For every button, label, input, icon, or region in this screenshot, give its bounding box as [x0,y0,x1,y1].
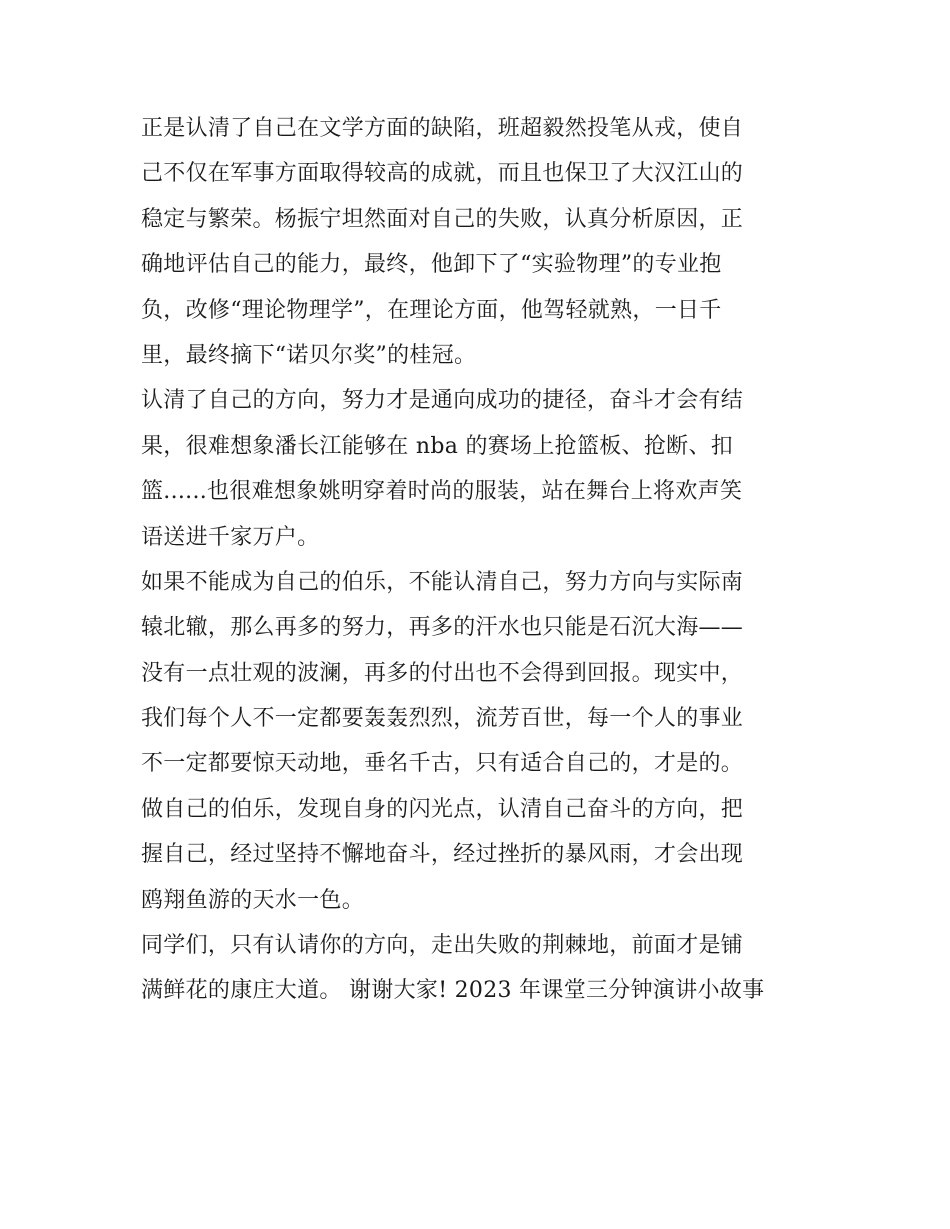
text-line: 正是认清了自己在文学方面的缺陷，班超毅然投笔从戎，使自 [141,116,744,141]
text-line: 辕北辙，那么再多的努力，再多的汗水也只能是石沉大海—— [141,615,744,641]
paragraph-4 [141,923,811,1014]
text-line: 认清了自己的方向，努力才是通向成功的捷径，奋斗才会有结 [141,388,744,414]
text-line: 我们每个人不一定都要轰轰烈烈，流芳百世，每一个人的事业 [141,706,744,732]
paragraph-3 [141,560,811,923]
paragraph-2 [141,378,811,560]
text-line: 己不仅在军事方面取得较高的成就，而且也保卫了大汉江山的 [141,161,744,187]
text-line: 做自己的伯乐，发现自身的闪光点，认清自己奋斗的方向，把 [141,796,744,822]
document-body [141,106,811,1014]
text-line: 负，改修“理论物理学”，在理论方面，他驾轻就熟，一日千 [141,297,722,323]
text-line: 如果不能成为自己的伯乐，不能认清自己，努力方向与实际南 [141,569,744,595]
text-line: 同学们，只有认请你的方向，走出失败的荆棘地，前面才是铺 [141,933,744,959]
text-line: 里，最终摘下“诺贝尔奖”的桂冠。 [141,342,477,368]
text-line: 稳定与繁荣。杨振宁坦然面对自己的失败，认真分析原因，正 [141,206,744,232]
text-line: 握自己，经过坚持不懈地奋斗，经过挫折的暴风雨，才会出现 [141,842,744,868]
text-line: 果，很难想象潘长江能够在 nba 的赛场上抢篮板、抢断、扣 [141,433,734,459]
text-line: 不一定都要惊天动地，垂名千古，只有适合自己的，才是的。 [141,751,744,777]
text-line: 篮......也很难想象姚明穿着时尚的服装，站在舞台上将欢声笑 [141,479,743,505]
text-line: 确地评估自己的能力，最终，他卸下了“实验物理”的专业抱 [141,252,722,278]
text-line: 满鲜花的康庄大道。 谢谢大家! 2023 年课堂三分钟演讲小故事 [141,978,765,1004]
text-line: 没有一点壮观的波澜，再多的付出也不会得到回报。现实中， [141,660,744,686]
paragraph-1 [141,106,811,378]
text-line: 鸥翔鱼游的天水一色。 [141,887,365,913]
text-line: 语送进千家万户。 [141,524,320,550]
